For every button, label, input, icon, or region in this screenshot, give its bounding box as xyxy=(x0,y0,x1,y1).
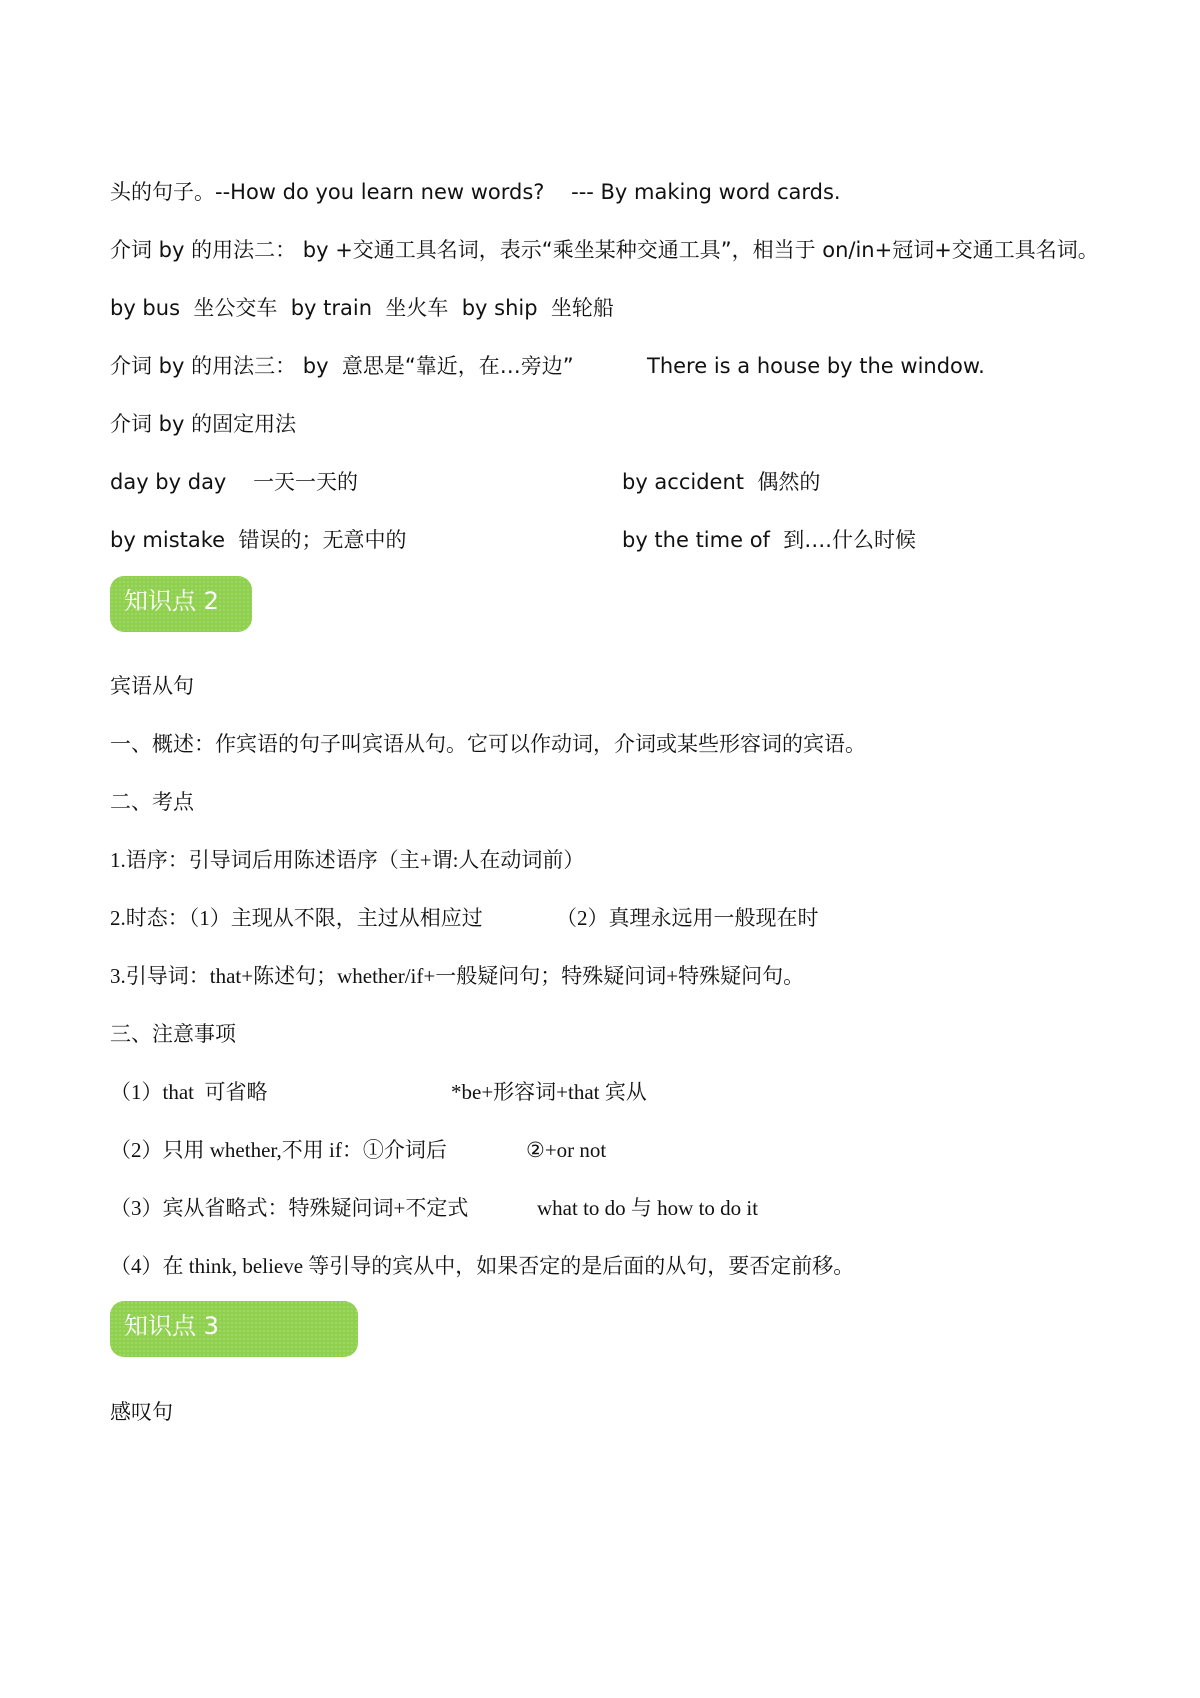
note-2: （2）只用 whether,不用 if：①介词后 xyxy=(110,1138,447,1162)
knowledge-point-2-badge: 知识点 2 xyxy=(110,576,252,632)
note-1-extra: *be+形容词+that 宾从 xyxy=(451,1080,647,1104)
note-2-extra: ②+or not xyxy=(526,1138,607,1162)
knowledge-point-3-badge: 知识点 3 xyxy=(110,1301,358,1357)
note-3-extra: what to do 与 how to do it xyxy=(537,1196,759,1220)
test-point-tense: 2.时态：（1）主现从不限，主过从相应过 xyxy=(110,906,483,930)
text-overview: 一、概述：作宾语的句子叫宾语从句。它可以作动词，介词或某些形容词的宾语。 xyxy=(110,732,866,756)
phrase-by-mistake: by mistake 错误的；无意中的 xyxy=(110,528,407,552)
text-test-points-heading: 二、考点 xyxy=(110,790,194,814)
text-line-by-usage-3-example: There is a house by the window. xyxy=(647,354,985,378)
section-title-object-clause: 宾语从句 xyxy=(110,674,194,698)
note-4: （4）在 think, believe 等引导的宾从中，如果否定的是后面的从句，要否定前移。 xyxy=(110,1254,855,1278)
test-point-connectives: 3.引导词：that+陈述句；whether/if+一般疑问句；特殊疑问词+特殊疑问句。 xyxy=(110,964,805,988)
test-point-tense-truth: （2）真理永远用一般现在时 xyxy=(556,906,819,930)
note-3: （3）宾从省略式：特殊疑问词+不定式 xyxy=(110,1196,469,1220)
text-line-by-fixed-usage: 介词 by 的固定用法 xyxy=(110,412,297,436)
test-point-word-order: 1.语序：引导词后用陈述语序（主+谓:人在动词前） xyxy=(110,848,585,872)
text-line-transport-examples: by bus 坐公交车 by train 坐火车 by ship 坐轮船 xyxy=(110,296,614,320)
text-line-1: 头的句子。--How do you learn new words? --- By making word cards. xyxy=(110,180,841,204)
text-line-by-usage-3: 介词 by 的用法三： by 意思是“靠近，在…旁边” xyxy=(110,354,574,378)
section-title-exclamatory: 感叹句 xyxy=(110,1400,173,1424)
note-1: （1）that 可省略 xyxy=(110,1080,268,1104)
phrase-day-by-day: day by day 一天一天的 xyxy=(110,470,359,494)
text-line-by-usage-2: 介词 by 的用法二： by +交通工具名词，表示“乘坐某种交通工具”，相当于 on/in+冠词+交通工具名词。 xyxy=(110,238,1099,262)
phrase-by-the-time-of: by the time of 到….什么时候 xyxy=(622,528,916,552)
text-notes-heading: 三、注意事项 xyxy=(110,1022,236,1046)
phrase-by-accident: by accident 偶然的 xyxy=(622,470,821,494)
